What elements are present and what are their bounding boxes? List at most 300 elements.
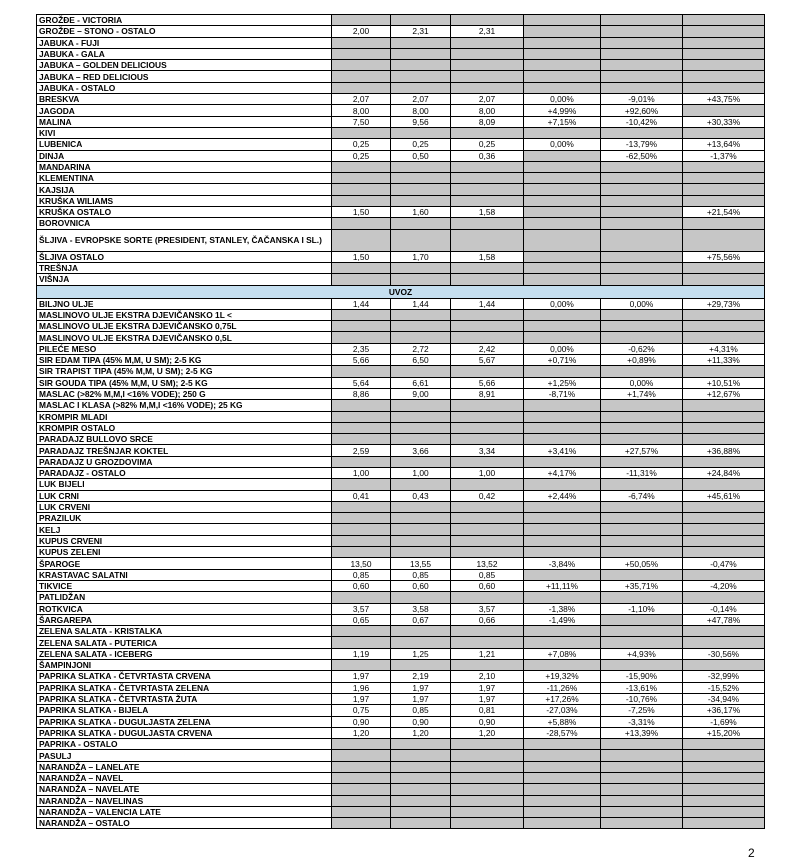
empty-cell: [601, 592, 683, 603]
empty-cell: [391, 332, 451, 343]
empty-cell: [332, 626, 391, 637]
empty-cell: [601, 161, 683, 172]
value-cell: -10,42%: [601, 116, 683, 127]
product-name: PARADAJZ - OSTALO: [37, 467, 332, 478]
value-cell: 9,00: [391, 388, 451, 399]
product-name: PATLIDŽAN: [37, 592, 332, 603]
value-cell: +7,15%: [524, 116, 601, 127]
value-cell: 1,20: [451, 727, 524, 738]
value-cell: 1,97: [451, 693, 524, 704]
empty-cell: [391, 400, 451, 411]
empty-cell: [451, 366, 524, 377]
value-cell: -9,01%: [601, 94, 683, 105]
empty-cell: [683, 422, 765, 433]
table-row: [37, 761, 765, 772]
table-row: [37, 377, 765, 388]
empty-cell: [332, 82, 391, 93]
empty-cell: [391, 806, 451, 817]
empty-cell: [524, 761, 601, 772]
empty-cell: [601, 479, 683, 490]
table-row: [37, 434, 765, 445]
value-cell: +5,88%: [524, 716, 601, 727]
empty-cell: [683, 274, 765, 285]
empty-cell: [524, 806, 601, 817]
value-cell: +17,26%: [524, 693, 601, 704]
empty-cell: [332, 761, 391, 772]
empty-cell: [391, 422, 451, 433]
table-row: [37, 660, 765, 671]
empty-cell: [601, 795, 683, 806]
value-cell: 8,00: [391, 105, 451, 116]
empty-cell: [332, 524, 391, 535]
product-name: KAJSIJA: [37, 184, 332, 195]
empty-cell: [601, 274, 683, 285]
value-cell: +35,71%: [601, 580, 683, 591]
product-name: PAPRIKA SLATKA - ČETVRTASTA ZELENA: [37, 682, 332, 693]
value-cell: +45,61%: [683, 490, 765, 501]
empty-cell: [524, 274, 601, 285]
empty-cell: [332, 456, 391, 467]
product-name: JAGODA: [37, 105, 332, 116]
empty-cell: [332, 750, 391, 761]
empty-cell: [391, 795, 451, 806]
empty-cell: [601, 173, 683, 184]
product-name: MASLAC (>82% M,M,I <16% VODE); 250 G: [37, 388, 332, 399]
table-row: [37, 524, 765, 535]
product-name: DINJA: [37, 150, 332, 161]
value-cell: +36,17%: [683, 705, 765, 716]
empty-cell: [683, 309, 765, 320]
empty-cell: [601, 626, 683, 637]
value-cell: 0,25: [391, 139, 451, 150]
empty-cell: [524, 524, 601, 535]
product-name: MALINA: [37, 116, 332, 127]
value-cell: -0,14%: [683, 603, 765, 614]
empty-cell: [391, 321, 451, 332]
table-row: [37, 513, 765, 524]
empty-cell: [451, 71, 524, 82]
empty-cell: [524, 218, 601, 229]
value-cell: -11,26%: [524, 682, 601, 693]
empty-cell: [683, 773, 765, 784]
table-row: [37, 716, 765, 727]
value-cell: 0,85: [391, 569, 451, 580]
empty-cell: [524, 251, 601, 262]
empty-cell: [451, 806, 524, 817]
table-row: [37, 105, 765, 116]
empty-cell: [601, 411, 683, 422]
empty-cell: [391, 750, 451, 761]
value-cell: +75,56%: [683, 251, 765, 262]
empty-cell: [683, 761, 765, 772]
value-cell: 2,07: [391, 94, 451, 105]
empty-cell: [524, 37, 601, 48]
empty-cell: [601, 184, 683, 195]
empty-cell: [391, 184, 451, 195]
product-name: ZELENA SALATA - PUTERICA: [37, 637, 332, 648]
value-cell: 0,50: [391, 150, 451, 161]
empty-cell: [332, 321, 391, 332]
empty-cell: [332, 400, 391, 411]
product-name: PAPRIKA SLATKA - BIJELA: [37, 705, 332, 716]
product-name: MASLAC I KLASA (>82% M,M,I <16% VODE); 25 KG: [37, 400, 332, 411]
product-name: ŠLJIVA - EVROPSKE SORTE (PRESIDENT, STANLEY, ČAČANSKA I SL.): [37, 229, 332, 251]
empty-cell: [391, 818, 451, 829]
empty-cell: [451, 309, 524, 320]
table-row: [37, 82, 765, 93]
table-row: [37, 614, 765, 625]
empty-cell: [601, 501, 683, 512]
empty-cell: [524, 195, 601, 206]
product-name: PAPRIKA SLATKA - ČETVRTASTA ŽUTA: [37, 693, 332, 704]
empty-cell: [451, 218, 524, 229]
value-cell: 0,81: [451, 705, 524, 716]
empty-cell: [524, 262, 601, 273]
value-cell: 2,19: [391, 671, 451, 682]
table-row: [37, 637, 765, 648]
value-cell: 8,91: [451, 388, 524, 399]
value-cell: 13,55: [391, 558, 451, 569]
price-table: [36, 14, 765, 829]
value-cell: +0,71%: [524, 355, 601, 366]
value-cell: -3,84%: [524, 558, 601, 569]
table-row: [37, 26, 765, 37]
empty-cell: [683, 524, 765, 535]
product-name: GROŽĐE - VICTORIA: [37, 15, 332, 26]
value-cell: 5,66: [451, 377, 524, 388]
value-cell: +11,11%: [524, 580, 601, 591]
empty-cell: [524, 229, 601, 251]
product-name: PAPRIKA SLATKA - DUGULJASTA ZELENA: [37, 716, 332, 727]
value-cell: 0,36: [451, 150, 524, 161]
value-cell: -1,10%: [601, 603, 683, 614]
value-cell: +11,33%: [683, 355, 765, 366]
value-cell: 1,60: [391, 207, 451, 218]
table-row: [37, 773, 765, 784]
table-row: [37, 48, 765, 59]
table-row: [37, 161, 765, 172]
table-row: [37, 37, 765, 48]
product-name: PILEĆE MESO: [37, 343, 332, 354]
value-cell: 1,97: [391, 693, 451, 704]
empty-cell: [451, 739, 524, 750]
product-name: PAPRIKA SLATKA - DUGULJASTA CRVENA: [37, 727, 332, 738]
empty-cell: [524, 513, 601, 524]
value-cell: 0,43: [391, 490, 451, 501]
empty-cell: [524, 479, 601, 490]
empty-cell: [601, 218, 683, 229]
table-row: [37, 490, 765, 501]
empty-cell: [451, 592, 524, 603]
product-name: PAPRIKA SLATKA - ČETVRTASTA CRVENA: [37, 671, 332, 682]
value-cell: 2,10: [451, 671, 524, 682]
empty-cell: [683, 411, 765, 422]
value-cell: +4,93%: [601, 648, 683, 659]
empty-cell: [683, 750, 765, 761]
product-name: LUK BIJELI: [37, 479, 332, 490]
empty-cell: [683, 48, 765, 59]
empty-cell: [332, 547, 391, 558]
empty-cell: [683, 784, 765, 795]
product-name: SIR TRAPIST TIPA (45% M,M, U SM); 2-5 KG: [37, 366, 332, 377]
empty-cell: [601, 82, 683, 93]
empty-cell: [683, 26, 765, 37]
product-name: PARADAJZ BULLOVO SRCE: [37, 434, 332, 445]
product-name: PARADAJZ U GROZDOVIMA: [37, 456, 332, 467]
empty-cell: [524, 321, 601, 332]
empty-cell: [683, 161, 765, 172]
empty-cell: [524, 456, 601, 467]
table-row: [37, 693, 765, 704]
value-cell: -0,47%: [683, 558, 765, 569]
value-cell: 8,86: [332, 388, 391, 399]
value-cell: 1,44: [451, 298, 524, 309]
empty-cell: [601, 309, 683, 320]
empty-cell: [601, 251, 683, 262]
value-cell: 0,25: [451, 139, 524, 150]
value-cell: +13,39%: [601, 727, 683, 738]
product-name: MASLINOVO ULJE EKSTRA DJEVIČANSKO 0,5L: [37, 332, 332, 343]
empty-cell: [451, 82, 524, 93]
empty-cell: [332, 422, 391, 433]
empty-cell: [391, 161, 451, 172]
value-cell: +1,74%: [601, 388, 683, 399]
empty-cell: [451, 127, 524, 138]
value-cell: 7,50: [332, 116, 391, 127]
empty-cell: [524, 818, 601, 829]
product-name: MASLINOVO ULJE EKSTRA DJEVIČANSKO 1L <: [37, 309, 332, 320]
value-cell: 1,58: [451, 207, 524, 218]
value-cell: 0,60: [391, 580, 451, 591]
table-row: [37, 229, 765, 251]
value-cell: -15,52%: [683, 682, 765, 693]
value-cell: +4,31%: [683, 343, 765, 354]
value-cell: -32,99%: [683, 671, 765, 682]
empty-cell: [524, 795, 601, 806]
value-cell: 2,07: [332, 94, 391, 105]
empty-cell: [332, 15, 391, 26]
empty-cell: [451, 332, 524, 343]
empty-cell: [683, 127, 765, 138]
product-name: LUK CRNI: [37, 490, 332, 501]
empty-cell: [391, 274, 451, 285]
empty-cell: [391, 739, 451, 750]
empty-cell: [332, 535, 391, 546]
empty-cell: [332, 513, 391, 524]
empty-cell: [683, 262, 765, 273]
table-row: [37, 139, 765, 150]
product-name: ŠPAROGE: [37, 558, 332, 569]
product-name: NARANDŽA – OSTALO: [37, 818, 332, 829]
empty-cell: [683, 82, 765, 93]
table-row: [37, 332, 765, 343]
value-cell: -15,90%: [601, 671, 683, 682]
empty-cell: [391, 535, 451, 546]
value-cell: 2,31: [391, 26, 451, 37]
empty-cell: [451, 60, 524, 71]
value-cell: 0,90: [332, 716, 391, 727]
value-cell: 0,42: [451, 490, 524, 501]
empty-cell: [683, 434, 765, 445]
page-number: 2: [748, 846, 755, 860]
empty-cell: [524, 411, 601, 422]
empty-cell: [391, 660, 451, 671]
table-row: [37, 343, 765, 354]
value-cell: 0,00%: [524, 343, 601, 354]
table-row: [37, 603, 765, 614]
table-row: [37, 262, 765, 273]
empty-cell: [332, 229, 391, 251]
value-cell: -7,25%: [601, 705, 683, 716]
empty-cell: [451, 773, 524, 784]
empty-cell: [524, 82, 601, 93]
value-cell: 0,85: [391, 705, 451, 716]
product-name: GROŽĐE – STONO - OSTALO: [37, 26, 332, 37]
table-row: [37, 806, 765, 817]
empty-cell: [451, 48, 524, 59]
value-cell: 13,52: [451, 558, 524, 569]
empty-cell: [601, 569, 683, 580]
empty-cell: [601, 750, 683, 761]
value-cell: -6,74%: [601, 490, 683, 501]
value-cell: 0,00%: [524, 94, 601, 105]
empty-cell: [601, 547, 683, 558]
empty-cell: [524, 784, 601, 795]
empty-cell: [683, 626, 765, 637]
table-row: [37, 501, 765, 512]
empty-cell: [683, 105, 765, 116]
product-name: ROTKVICA: [37, 603, 332, 614]
value-cell: 1,25: [391, 648, 451, 659]
product-name: SIR EDAM TIPA (45% M,M, U SM); 2-5 KG: [37, 355, 332, 366]
empty-cell: [683, 637, 765, 648]
value-cell: 2,35: [332, 343, 391, 354]
value-cell: 2,72: [391, 343, 451, 354]
value-cell: +12,67%: [683, 388, 765, 399]
value-cell: +24,84%: [683, 467, 765, 478]
value-cell: +3,41%: [524, 445, 601, 456]
product-name: KUPUS ZELENI: [37, 547, 332, 558]
empty-cell: [683, 818, 765, 829]
empty-cell: [391, 761, 451, 772]
empty-cell: [332, 773, 391, 784]
value-cell: 8,00: [451, 105, 524, 116]
product-name: JABUKA – RED DELICIOUS: [37, 71, 332, 82]
empty-cell: [601, 524, 683, 535]
product-name: BOROVNICA: [37, 218, 332, 229]
empty-cell: [451, 161, 524, 172]
empty-cell: [683, 173, 765, 184]
value-cell: 0,75: [332, 705, 391, 716]
table-row: [37, 251, 765, 262]
empty-cell: [451, 262, 524, 273]
empty-cell: [332, 660, 391, 671]
empty-cell: [332, 806, 391, 817]
value-cell: 1,00: [391, 467, 451, 478]
value-cell: -1,49%: [524, 614, 601, 625]
empty-cell: [332, 411, 391, 422]
table-row: [37, 355, 765, 366]
empty-cell: [391, 229, 451, 251]
empty-cell: [601, 15, 683, 26]
empty-cell: [451, 422, 524, 433]
empty-cell: [683, 739, 765, 750]
value-cell: 0,00%: [524, 298, 601, 309]
empty-cell: [332, 262, 391, 273]
product-name: LUBENICA: [37, 139, 332, 150]
empty-cell: [601, 637, 683, 648]
empty-cell: [332, 37, 391, 48]
product-name: NARANDŽA – LANELATE: [37, 761, 332, 772]
value-cell: 0,67: [391, 614, 451, 625]
value-cell: 1,58: [451, 251, 524, 262]
value-cell: 1,20: [332, 727, 391, 738]
table-row: [37, 388, 765, 399]
product-name: KROMPIR OSTALO: [37, 422, 332, 433]
value-cell: 1,50: [332, 251, 391, 262]
empty-cell: [391, 411, 451, 422]
empty-cell: [601, 366, 683, 377]
value-cell: +1,25%: [524, 377, 601, 388]
table-row: [37, 400, 765, 411]
value-cell: -28,57%: [524, 727, 601, 738]
empty-cell: [601, 332, 683, 343]
value-cell: +0,89%: [601, 355, 683, 366]
empty-cell: [683, 60, 765, 71]
empty-cell: [601, 400, 683, 411]
value-cell: -34,94%: [683, 693, 765, 704]
product-name: ŠLJIVA OSTALO: [37, 251, 332, 262]
empty-cell: [391, 15, 451, 26]
empty-cell: [601, 660, 683, 671]
value-cell: +43,75%: [683, 94, 765, 105]
product-name: ŠARGAREPA: [37, 614, 332, 625]
empty-cell: [601, 513, 683, 524]
product-name: MASLINOVO ULJE EKSTRA DJEVIČANSKO 0,75L: [37, 321, 332, 332]
empty-cell: [683, 535, 765, 546]
value-cell: -62,50%: [601, 150, 683, 161]
empty-cell: [524, 592, 601, 603]
value-cell: 3,66: [391, 445, 451, 456]
empty-cell: [683, 806, 765, 817]
value-cell: 1,19: [332, 648, 391, 659]
value-cell: +13,64%: [683, 139, 765, 150]
empty-cell: [332, 71, 391, 82]
empty-cell: [451, 173, 524, 184]
empty-cell: [601, 422, 683, 433]
value-cell: 0,60: [451, 580, 524, 591]
table-row: [37, 784, 765, 795]
empty-cell: [391, 501, 451, 512]
empty-cell: [391, 127, 451, 138]
table-row: [37, 15, 765, 26]
product-name: KLEMENTINA: [37, 173, 332, 184]
value-cell: 2,07: [451, 94, 524, 105]
empty-cell: [332, 218, 391, 229]
table-row: [37, 207, 765, 218]
product-name: BRESKVA: [37, 94, 332, 105]
empty-cell: [332, 501, 391, 512]
empty-cell: [524, 434, 601, 445]
value-cell: 0,41: [332, 490, 391, 501]
empty-cell: [601, 127, 683, 138]
empty-cell: [332, 434, 391, 445]
value-cell: 1,97: [451, 682, 524, 693]
empty-cell: [601, 229, 683, 251]
product-name: JABUKA - FUJI: [37, 37, 332, 48]
empty-cell: [524, 501, 601, 512]
product-name: NARANDŽA – NAVELINAS: [37, 795, 332, 806]
